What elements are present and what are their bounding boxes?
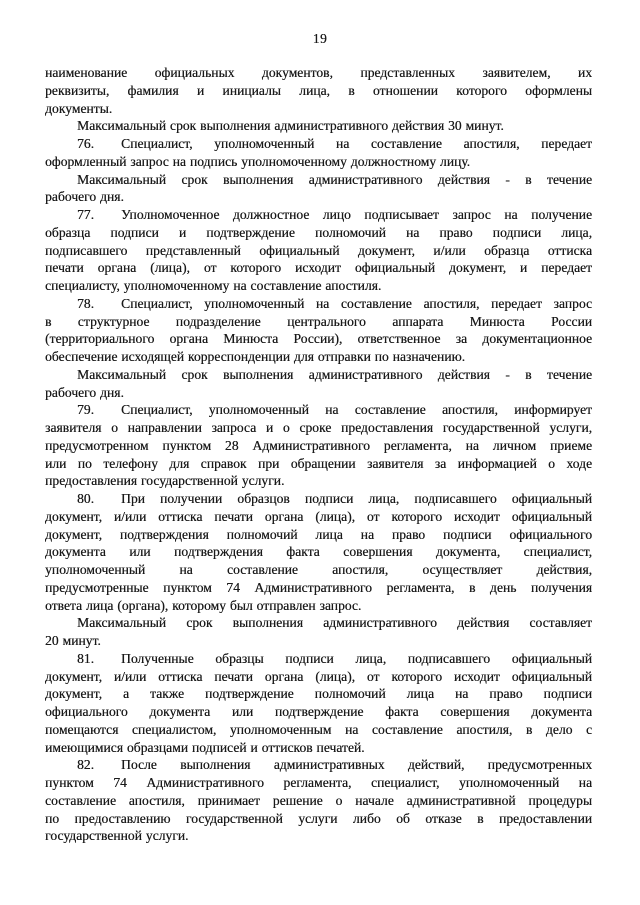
text-line: помещаются специалистом, уполномоченным на составление апостиля, в дело с	[45, 721, 592, 737]
text-line: 76. Специалист, уполномоченный на составление апостиля, передает	[77, 136, 592, 151]
text-line: заявителя о направлении запроса и о сроке предоставления государственной услуги,	[45, 420, 592, 435]
text-line: подписавшего представленный официальный документ, и/или образца оттиска	[45, 242, 592, 258]
text-line: оформленный запрос на подпись уполномоченному должностному лицу.	[45, 153, 471, 169]
text-line: (территориального органа Минюста России), ответственное за документационное	[45, 331, 592, 347]
text-line: рабочего дня.	[45, 384, 124, 400]
text-line: специалисту, уполномоченному на составление апостиля.	[45, 278, 382, 293]
text-line: предоставления государственной услуги.	[45, 473, 285, 489]
text-line: 78. Специалист, уполномоченный на составление апостиля, передает запрос	[77, 295, 592, 311]
text-line: предусмотренном пунктом 28 Административного регламента, на личном приеме	[45, 437, 592, 453]
paragraph-number: 78.	[77, 295, 94, 311]
text-line: документы.	[45, 100, 113, 116]
text-line: уполномоченный на составление апостиля, осуществляет действия,	[45, 562, 592, 577]
text-line: документа или подтверждения факта совершения документа, специалист,	[45, 544, 592, 560]
text-line: Максимальный срок выполнения административного действия - в течение	[77, 171, 592, 187]
text-line: предусмотренные пунктом 74 Административного регламента, в день получения	[45, 579, 592, 595]
text-line: в структурное подразделение центрального аппарата Минюста России	[45, 313, 592, 329]
text-line: по предоставлению государственной услуги либо об отказе в предоставлении	[45, 810, 592, 826]
text-line: документ, и/или оттиска печати органа (лица), от которого исходит официальный	[45, 508, 592, 524]
text-line: реквизиты, фамилия и инициалы лица, в отношении которого оформлены	[45, 82, 592, 98]
text-line: составление апостиля, принимает решение о начале административной процедуры	[45, 792, 592, 808]
text-line: 20 минут.	[45, 633, 101, 648]
text-line: ответа лица (органа), которому был отправлен запрос.	[45, 597, 362, 613]
text-line: обеспечение исходящей корреспонденции для отправки по назначению.	[45, 349, 466, 364]
text-line: 80. При получении образцов подписи лица, подписавшего официальный	[77, 491, 592, 506]
document-text	[45, 64, 592, 845]
text-line: 77. Уполномоченное должностное лицо подписывает запрос на получение	[77, 207, 592, 222]
text-line: или по телефону для справок при обращении заявителя за информацией о ходе	[45, 455, 592, 471]
text-line: Максимальный срок выполнения административного действия - в течение	[77, 366, 592, 382]
paragraph-number: 80.	[77, 491, 94, 506]
text-line: документ, и/или оттиска печати органа (лица), от которого исходит официальный	[45, 668, 592, 684]
text-line: документ, а также подтверждение полномочий лица на право подписи	[45, 686, 592, 702]
text-line: документ, подтверждения полномочий лица на право подписи официального	[45, 526, 592, 542]
paragraph-number: 77.	[77, 207, 94, 222]
text-line: 79. Специалист, уполномоченный на составление апостиля, информирует	[77, 402, 592, 418]
text-line: государственной услуги.	[45, 828, 189, 844]
text-line: 81. Полученные образцы подписи лица, подписавшего официальный	[77, 650, 592, 666]
text-line: Максимальный срок выполнения административного действия 30 минут.	[77, 118, 504, 134]
text-line: образца подписи и подтверждение полномочий на право подписи лица,	[45, 224, 592, 240]
paragraph-number: 82.	[77, 757, 94, 773]
text-line: официального документа или подтверждение факта совершения документа	[45, 704, 592, 719]
paragraph-number: 76.	[77, 136, 94, 151]
text-line: рабочего дня.	[45, 189, 124, 205]
paragraph-number: 81.	[77, 650, 94, 666]
text-line: Максимальный срок выполнения административного действия составляет	[77, 615, 592, 631]
paragraph-number: 79.	[77, 402, 94, 418]
text-line: наименование официальных документов, представленных заявителем, их	[45, 65, 592, 80]
page-number: 19	[312, 31, 328, 46]
text-line: печати органа (лица), от которого исходит официальный документ, и передает	[45, 260, 592, 276]
text-line: пунктом 74 Административного регламента, специалист, уполномоченный на	[45, 775, 592, 790]
text-line: 82. После выполнения административных действий, предусмотренных	[77, 757, 592, 773]
text-line: имеющимися образцами подписей и оттисков печатей.	[45, 739, 365, 755]
